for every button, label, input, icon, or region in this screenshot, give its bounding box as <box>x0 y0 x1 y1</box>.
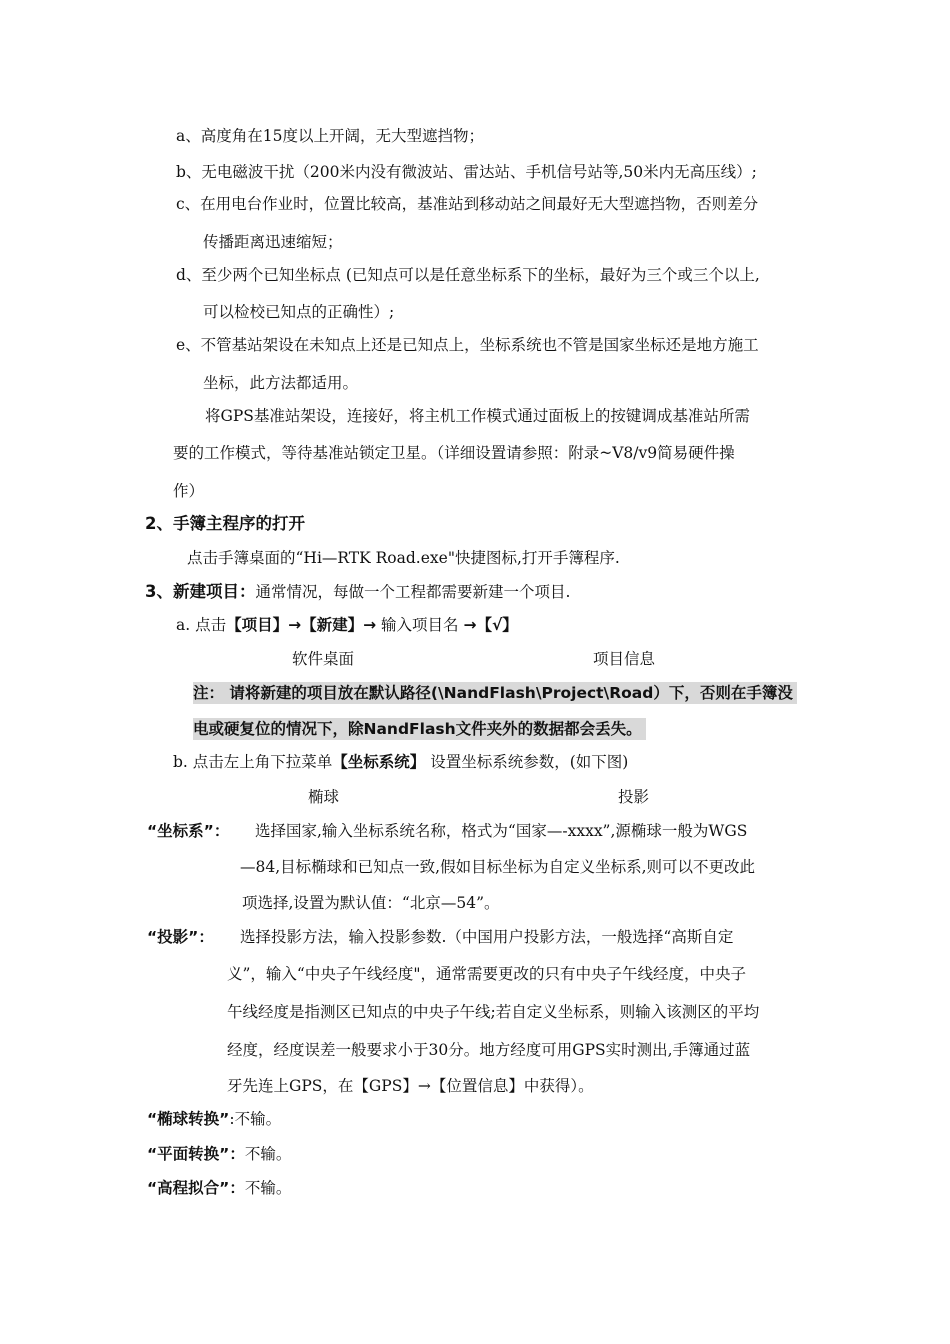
projection-line-4: 经度，经度误差一般要求小于30分。地方经度可用GPS实时测出,手簿通过蓝 <box>227 1041 751 1059</box>
step-a-menu-path: 【项目】→【新建】→ <box>226 616 377 634</box>
step-a-mid: 输入项目名 <box>376 616 464 634</box>
projection-line-1: 选择投影方法，输入投影参数.（中国用户投影方法，一般选择“高斯自定 <box>240 928 734 946</box>
base-paragraph-line-2: 要的工作模式，等待基准站锁定卫星。（详细设置请参照：附录~V8/v9简易硬件操 <box>173 444 735 462</box>
coord-line-3: 项选择,设置为默认值：“北京—54”。 <box>242 894 500 912</box>
requirement-a: a、高度角在15度以上开阔，无大型遮挡物； <box>176 127 484 145</box>
caption-projection: 投影 <box>618 788 650 806</box>
projection-line-5: 牙先连上GPS，在【GPS】→【位置信息】中获得）。 <box>227 1077 594 1095</box>
requirement-e: e、不管基站架设在未知点上还是已知点上，坐标系统也不管是国家坐标还是地方施工 <box>176 336 759 354</box>
section-3-line <box>145 581 570 603</box>
ellipsoid-transform-label: “椭球转换” <box>147 1110 230 1128</box>
coord-line-2: —84,目标椭球和已知点一致,假如目标坐标为自定义坐标系,则可以不更改此 <box>240 858 756 876</box>
step-b-suffix: 设置坐标系统参数，(如下图) <box>425 753 629 771</box>
caption-software-desktop: 软件桌面 <box>292 650 355 668</box>
requirement-c-cont: 传播距离迅速缩短； <box>203 233 343 251</box>
coord-line-1: 选择国家,输入坐标系统名称，格式为“国家—-xxxx”,源椭球一般为WGS <box>255 822 748 840</box>
section-3-heading: 3、新建项目： <box>145 582 256 601</box>
height-fitting-label: “高程拟合”： <box>147 1179 245 1197</box>
base-paragraph-line-3: 作） <box>173 482 205 500</box>
plane-transform-label: “平面转换”： <box>147 1145 245 1163</box>
note-line-1: 注： 请将新建的项目放在默认路径(\NandFlash\Project\Road）下，否则在手簿没 <box>193 682 797 704</box>
projection-line-2: 义”，输入“中央子午线经度"，通常需要更改的只有中央子午线经度，中央子 <box>227 965 746 983</box>
requirement-b: b、无电磁波干扰（200米内没有微波站、雷达站、手机信号站等,50米内无高压线）; <box>176 163 757 181</box>
step-a-confirm: →【√】 <box>463 616 518 634</box>
requirement-e-cont: 坐标，此方法都适用。 <box>203 374 359 392</box>
ellipsoid-transform-value: :不输。 <box>229 1110 282 1128</box>
caption-ellipsoid: 椭球 <box>308 788 340 806</box>
requirement-d-cont: 可以检校已知点的正确性）; <box>203 303 395 321</box>
plane-transform <box>147 1143 291 1165</box>
projection-label: “投影”： <box>147 928 214 946</box>
note-line-2: 电或硬复位的情况下，除NandFlash文件夹外的数据都会丢失。 <box>193 718 646 740</box>
step-a-prefix: a. 点击 <box>176 616 227 634</box>
requirement-c: c、在用电台作业时，位置比较高，基准站到移动站之间最好无大型遮挡物，否则差分 <box>176 195 759 213</box>
step-b-prefix: b. 点击左上角下拉菜单 <box>173 753 333 771</box>
step-a <box>176 614 518 636</box>
height-fitting-value: 不输。 <box>244 1179 292 1197</box>
section-3-intro: 通常情况，每做一个工程都需要新建一个项目. <box>255 583 571 601</box>
step-b-menu: 【坐标系统】 <box>332 753 426 771</box>
base-paragraph-line-1: 将GPS基准站架设，连接好，将主机工作模式通过面板上的按键调成基准站所需 <box>205 407 750 425</box>
projection-line-3: 午线经度是指测区已知点的中央子午线;若自定义坐标系，则输入该测区的平均 <box>227 1003 760 1021</box>
section-2-text: 点击手簿桌面的“Hi—RTK Road.exe"快捷图标,打开手簿程序. <box>187 549 620 567</box>
requirement-d: d、至少两个已知坐标点 (已知点可以是任意坐标系下的坐标，最好为三个或三个以上, <box>176 266 760 284</box>
caption-project-info: 项目信息 <box>593 650 656 668</box>
plane-transform-value: 不输。 <box>244 1145 292 1163</box>
step-b <box>173 751 628 773</box>
section-2-heading: 2、手簿主程序的打开 <box>145 514 305 533</box>
coord-label: “坐标系”： <box>147 822 230 840</box>
height-fitting <box>147 1177 291 1199</box>
ellipsoid-transform <box>147 1108 281 1130</box>
